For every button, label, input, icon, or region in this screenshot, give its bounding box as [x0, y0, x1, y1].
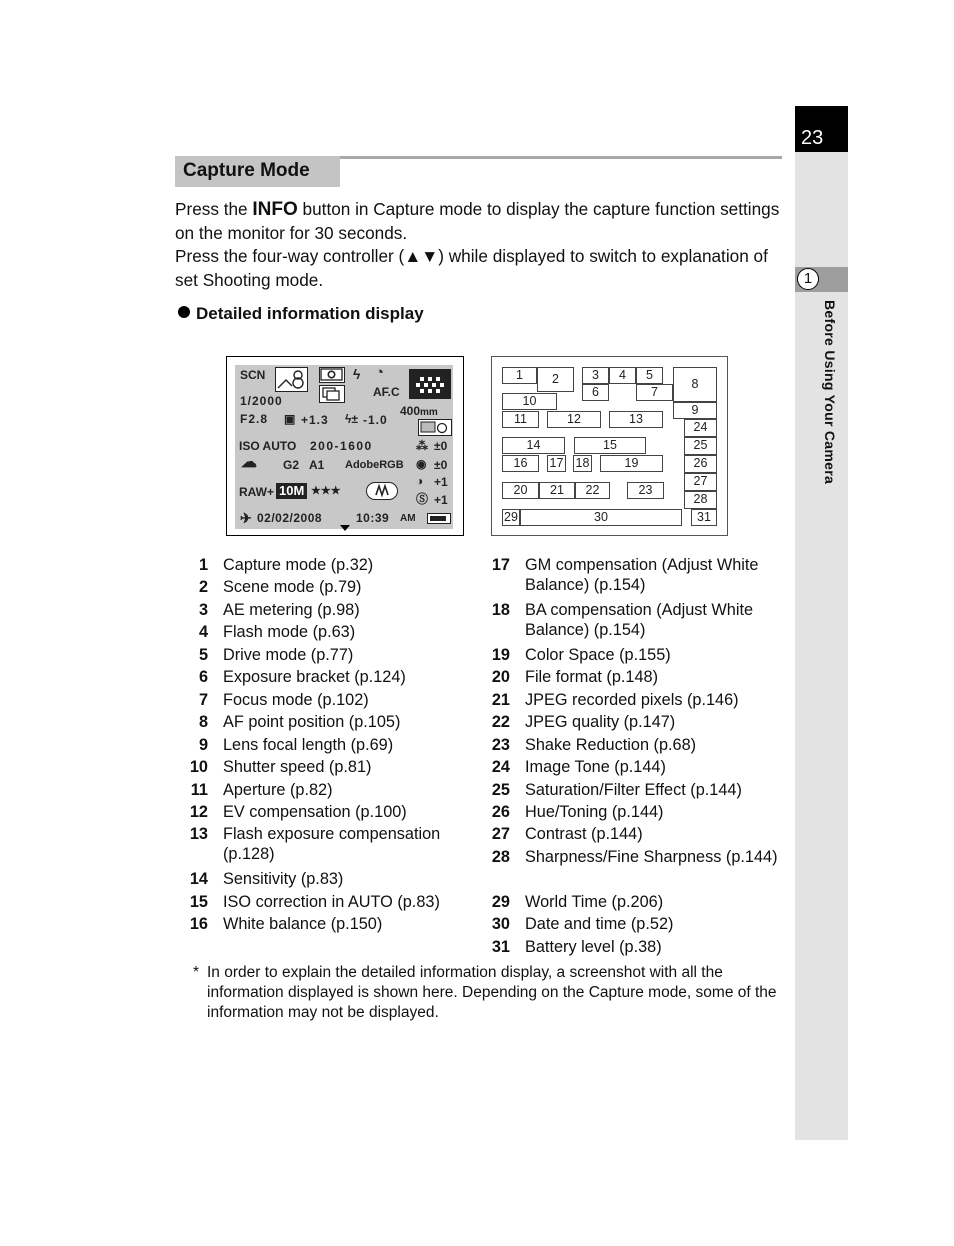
- schematic-box: 20: [502, 482, 539, 499]
- sharpness-icon: Ⓢ: [416, 492, 429, 506]
- sub-heading: [178, 304, 424, 324]
- focal-unit: mm: [420, 407, 438, 418]
- item-text: Battery level (p.38): [525, 938, 662, 956]
- item-text: Focus mode (p.102): [223, 691, 369, 709]
- item-number: 16: [189, 915, 208, 933]
- cloudy-wb-icon: ☁: [241, 454, 257, 471]
- lcd-quality: ★★★: [311, 485, 341, 497]
- item-number: 17: [491, 556, 510, 574]
- lcd-gm-comp: G2: [283, 458, 300, 472]
- item-text: Sharpness/Fine Sharpness (p.144): [525, 848, 778, 866]
- item-number: 1: [198, 556, 208, 574]
- item-text: Flash exposure compensation (p.128): [223, 825, 441, 863]
- schematic-box: 10: [502, 393, 557, 410]
- lcd-pixels: 10M: [276, 483, 307, 499]
- schematic-box: 28: [684, 491, 717, 509]
- image-tone-icon: [418, 419, 452, 436]
- item-number: 12: [189, 803, 208, 821]
- schematic-box: 13: [609, 411, 663, 428]
- schematic-box: 31: [691, 509, 717, 526]
- item-number: 19: [491, 646, 510, 664]
- item-text: Exposure bracket (p.124): [223, 668, 406, 686]
- item-number: 11: [190, 781, 208, 799]
- lcd-saturation: ±0: [434, 439, 448, 453]
- schematic-box: 23: [627, 482, 664, 499]
- item-text: EV compensation (p.100): [223, 803, 407, 821]
- item-number: 29: [491, 893, 510, 911]
- metering-icon: [319, 367, 345, 383]
- lcd-schematic: [491, 356, 728, 536]
- shake-reduction-icon: [366, 482, 398, 500]
- item-text: AF point position (p.105): [223, 713, 401, 731]
- schematic-box: 12: [547, 411, 601, 428]
- flash-comp-icon: ϟ±: [345, 412, 358, 426]
- item-text: Contrast (p.144): [525, 825, 643, 843]
- item-number: 4: [198, 623, 208, 641]
- lcd-file-format: RAW+: [239, 485, 275, 499]
- lcd-ampm: AM: [400, 513, 416, 524]
- schematic-box: 15: [574, 437, 646, 454]
- scroll-down-arrow-icon: [340, 525, 350, 531]
- item-text: GM compensation (Adjust White Balance) (p.154): [525, 556, 759, 594]
- lcd-contrast: +1: [434, 475, 448, 489]
- item-number: 7: [198, 691, 208, 709]
- item-text: BA compensation (Adjust White Balance) (p.154): [525, 601, 754, 639]
- hue-icon: ◉: [416, 457, 427, 471]
- item-text: File format (p.148): [525, 668, 659, 686]
- schematic-box: 17: [547, 455, 566, 472]
- item-number: 5: [198, 646, 208, 664]
- self-timer-icon: ◔: [375, 364, 385, 381]
- item-number: 21: [491, 691, 510, 709]
- schematic-box: 26: [684, 455, 717, 473]
- lcd-focal-length: [400, 404, 438, 420]
- item-text: Shake Reduction (p.68): [525, 736, 697, 754]
- chapter-number: 1: [797, 268, 819, 290]
- lcd-focus-mode: AF.C: [373, 385, 400, 399]
- item-number: 28: [491, 848, 510, 866]
- lcd-iso-label: ISO AUTO: [239, 439, 297, 453]
- item-text: ISO correction in AUTO (p.83): [223, 893, 440, 911]
- schematic-box: 3: [582, 367, 609, 384]
- sub-heading-text: Detailed information display: [196, 304, 424, 323]
- lcd-shutter-speed: 1/2000: [240, 394, 283, 408]
- bullet-icon: [178, 306, 190, 318]
- item-number: 13: [189, 825, 208, 843]
- item-text: White balance (p.150): [223, 915, 383, 933]
- lcd-capture-mode: SCN: [240, 368, 266, 382]
- schematic-box: 6: [582, 384, 609, 401]
- item-number: 25: [491, 781, 510, 799]
- schematic-box: 24: [684, 419, 717, 437]
- item-text: AE metering (p.98): [223, 601, 360, 619]
- schematic-box: 7: [636, 384, 673, 401]
- item-number: 2: [198, 578, 208, 596]
- saturation-icon: ⁂: [416, 439, 428, 453]
- item-number: 8: [198, 713, 208, 731]
- ev-comp-icon: ▣: [284, 412, 296, 426]
- item-number: 3: [198, 601, 208, 619]
- lcd-ev-comp: +1.3: [301, 413, 329, 427]
- info-button-label: INFO: [252, 199, 298, 220]
- item-text: JPEG recorded pixels (p.146): [525, 691, 739, 709]
- lcd-time: 10:39: [356, 511, 390, 525]
- item-number: 22: [491, 713, 510, 731]
- item-text: Aperture (p.82): [223, 781, 333, 799]
- item-number: 27: [491, 825, 510, 843]
- item-text: Saturation/Filter Effect (p.144): [525, 781, 742, 799]
- item-text: Sensitivity (p.83): [223, 870, 344, 888]
- item-text: Color Space (p.155): [525, 646, 671, 664]
- schematic-box: 19: [600, 455, 663, 472]
- lcd-aperture: F2.8: [240, 412, 269, 426]
- lcd-iso-range: 200-1600: [310, 439, 373, 453]
- item-text: Capture mode (p.32): [223, 556, 374, 574]
- schematic-box: 2: [537, 367, 574, 392]
- intro-paragraph-2: Press the four-way controller (▲▼) while displayed to switch to explanation of set Shooting mode.: [175, 246, 768, 290]
- intro-text: button in Capture mode to display the capture function settings on the monitor for 30 seconds.: [175, 199, 780, 243]
- item-number: 10: [189, 758, 208, 776]
- footnote-text: In order to explain the detailed information display, a screenshot with all the information displayed is shown here. Depending on the Capture mode, some of the information may not be displayed.: [207, 964, 777, 1021]
- item-text: Date and time (p.52): [525, 915, 674, 933]
- schematic-box: 30: [520, 509, 682, 526]
- item-number: 23: [491, 736, 510, 754]
- schematic-box: 29: [502, 509, 520, 526]
- item-number: 18: [491, 601, 510, 619]
- lcd-sharpness: +1: [434, 493, 448, 507]
- lcd-display: [226, 356, 464, 536]
- schematic-box: 14: [502, 437, 565, 454]
- item-text: Flash mode (p.63): [223, 623, 356, 641]
- item-text: World Time (p.206): [525, 893, 664, 911]
- lcd-ba-comp: A1: [309, 458, 325, 472]
- schematic-box: 16: [502, 455, 539, 472]
- item-text: Lens focal length (p.69): [223, 736, 394, 754]
- item-number: 15: [189, 893, 208, 911]
- schematic-box: 1: [502, 367, 537, 384]
- schematic-box: 18: [573, 455, 592, 472]
- snowman-scene-icon: [275, 367, 308, 392]
- lcd-date: 02/02/2008: [257, 511, 323, 525]
- item-number: 24: [491, 758, 510, 776]
- item-text: Image Tone (p.144): [525, 758, 666, 776]
- schematic-box: 27: [684, 473, 717, 491]
- page-number: 23: [795, 106, 848, 152]
- item-text: Shutter speed (p.81): [223, 758, 372, 776]
- section-title: Capture Mode: [183, 160, 310, 181]
- world-time-icon: ✈: [240, 510, 252, 526]
- af-point-icon: [409, 369, 451, 399]
- item-number: 31: [491, 938, 510, 956]
- item-text: Drive mode (p.77): [223, 646, 354, 664]
- item-text: JPEG quality (p.147): [525, 713, 676, 731]
- intro-text: Press the: [175, 199, 253, 219]
- lcd-flash-comp: -1.0: [363, 413, 388, 427]
- footnote-mark: *: [193, 964, 200, 981]
- item-number: 6: [198, 668, 208, 686]
- lcd-color-space: AdobeRGB: [345, 459, 404, 471]
- lcd-hue: ±0: [434, 458, 448, 472]
- schematic-box: 9: [673, 402, 717, 419]
- flash-icon: ϟ: [353, 366, 361, 382]
- chapter-title: Before Using Your Camera: [822, 300, 838, 485]
- item-text: Scene mode (p.79): [223, 578, 362, 596]
- schematic-box: 4: [609, 367, 636, 384]
- item-number: 14: [189, 870, 208, 888]
- schematic-box: 21: [539, 482, 575, 499]
- item-number: 30: [491, 915, 510, 933]
- schematic-box: 25: [684, 437, 717, 455]
- intro-paragraph-1: [175, 198, 785, 245]
- schematic-box: 11: [502, 411, 539, 428]
- focal-value: 400: [400, 404, 421, 418]
- exposure-bracket-icon: [319, 385, 345, 403]
- schematic-box: 5: [636, 367, 663, 384]
- schematic-box: 8: [673, 367, 717, 402]
- side-tab: [795, 106, 848, 1140]
- item-number: 20: [491, 668, 510, 686]
- item-text: Hue/Toning (p.144): [525, 803, 664, 821]
- schematic-box: 22: [575, 482, 610, 499]
- contrast-icon: ◑: [416, 474, 424, 488]
- item-number: 9: [198, 736, 208, 754]
- lcd-screen: [235, 365, 453, 529]
- item-number: 26: [491, 803, 510, 821]
- battery-icon: [427, 513, 451, 524]
